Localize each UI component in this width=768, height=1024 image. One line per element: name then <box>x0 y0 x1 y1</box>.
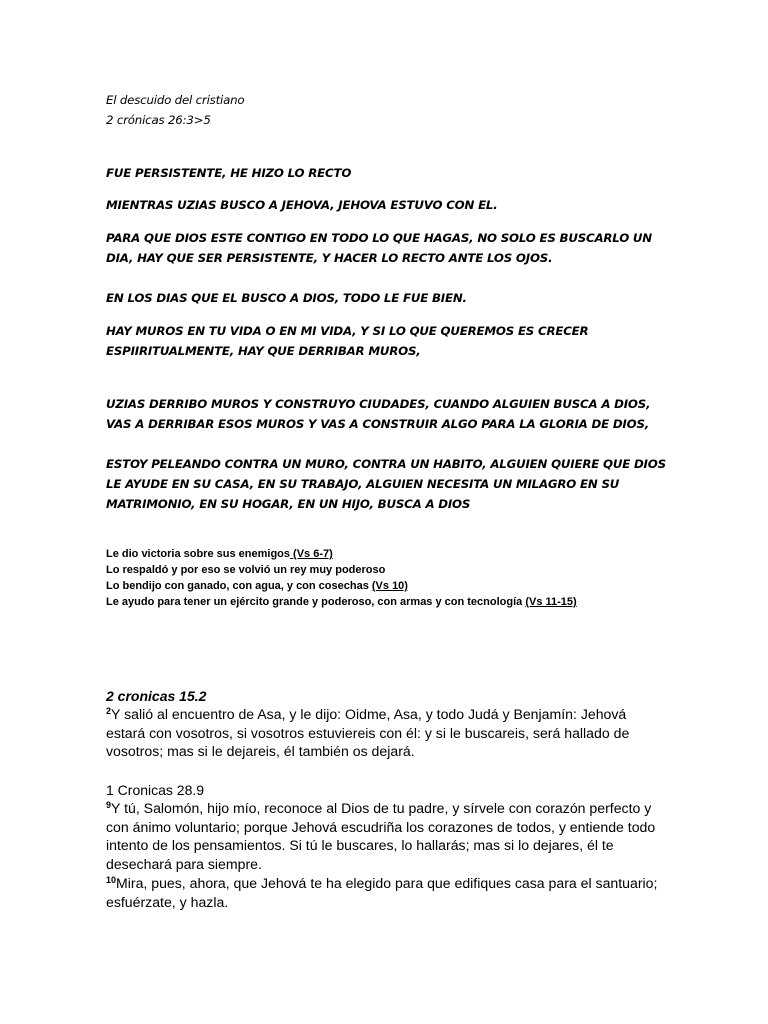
verse-text: $^2$Y salió al encuentro de Asa, y le dijo: Oidme, Asa, y todo Judá y Benjamín: Jehová estará con vosotros, si vosotros estuviereis con él: y si le buscareis, será hallado de vosotros; mas si le dejareis, él también os dejará. <box>106 706 630 760</box>
scripture-reference: 2 crónicas 26:3>5 <box>106 113 211 127</box>
verse-reference: (Vs 11-15) <box>525 596 577 608</box>
paragraph: FUE PERSISTENTE, HE HIZO LO RECTO <box>106 166 352 180</box>
paragraph: ESTOY PELEANDO CONTRA UN MURO, CONTRA UN HABITO, ALGUIEN QUIERE QUE DIOS LE AYUDE EN SU CASA, EN SU TRABAJO, ALGUIEN NECESITA UN MILAGRO EN SU MATRIMONIO, EN SU HOGAR, EN UN HIJO, BUSCA A DIOS <box>106 457 666 511</box>
blessings-list <box>106 546 666 610</box>
verse-text: $^9$Y tú, Salomón, hijo mío, reconoce al Dios de tu padre, y sírvele con corazón perfecto y con ánimo voluntario; porque Jehová escudriña los corazones de todos, y entiende todo intento de los pensamientos. Si tú le buscares, lo hallarás; mas si lo dejares, él te desechará para siempre. <box>106 800 656 873</box>
list-item: Le dio victoria sobre sus enemigos (Vs 6-7) <box>106 548 333 560</box>
passage-2-cronicas <box>106 687 666 761</box>
verse-reference: (Vs 6-7) <box>290 548 333 560</box>
passage-1-cronicas <box>106 781 666 911</box>
document-title: El descuido del cristiano <box>106 93 245 107</box>
passage-heading: 2 cronicas 15.2 <box>106 688 207 704</box>
list-item: Lo respaldó y por eso se volvió un rey muy poderoso <box>106 564 386 576</box>
verse-number: 2 <box>106 706 112 716</box>
list-item: Lo bendijo con ganado, con agua, y con cosechas (Vs 10) <box>106 580 408 592</box>
list-item: Le ayudo para tener un ejército grande y poderoso, con armas y con tecnología (Vs 11-15) <box>106 596 577 608</box>
document-header <box>106 90 666 130</box>
paragraph: MIENTRAS UZIAS BUSCO A JEHOVA, JEHOVA ESTUVO CON EL. <box>106 198 498 212</box>
passage-heading: 1 Cronicas 28.9 <box>106 782 205 798</box>
verse-number: 9 <box>106 800 112 810</box>
paragraph: PARA QUE DIOS ESTE CONTIGO EN TODO LO QUE HAGAS, NO SOLO ES BUSCARLO UN DIA, HAY QUE SER PERSISTENTE, Y HACER LO RECTO ANTE LOS OJOS. <box>106 231 652 265</box>
verse-number: 10 <box>106 874 117 885</box>
verse-reference: (Vs 10) <box>371 580 408 592</box>
paragraph: EN LOS DIAS QUE EL BUSCO A DIOS, TODO LE FUE BIEN. <box>106 291 467 305</box>
paragraph: HAY MUROS EN TU VIDA O EN MI VIDA, Y SI LO QUE QUEREMOS ES CRECER ESPIIRITUALMENTE, HAY QUE DERRIBAR MUROS, <box>106 324 589 358</box>
verse-text: $^{10}$Mira, pues, ahora, que Jehová te ha elegido para que edifiques casa para el santuario; esfuérzate, y hazla. <box>106 874 658 910</box>
paragraph: UZIAS DERRIBO MUROS Y CONSTRUYO CIUDADES, CUANDO ALGUIEN BUSCA A DIOS, VAS A DERRIBAR ESOS MUROS Y VAS A CONSTRUIR ALGO PARA LA GLORIA DE DIOS, <box>106 397 651 431</box>
